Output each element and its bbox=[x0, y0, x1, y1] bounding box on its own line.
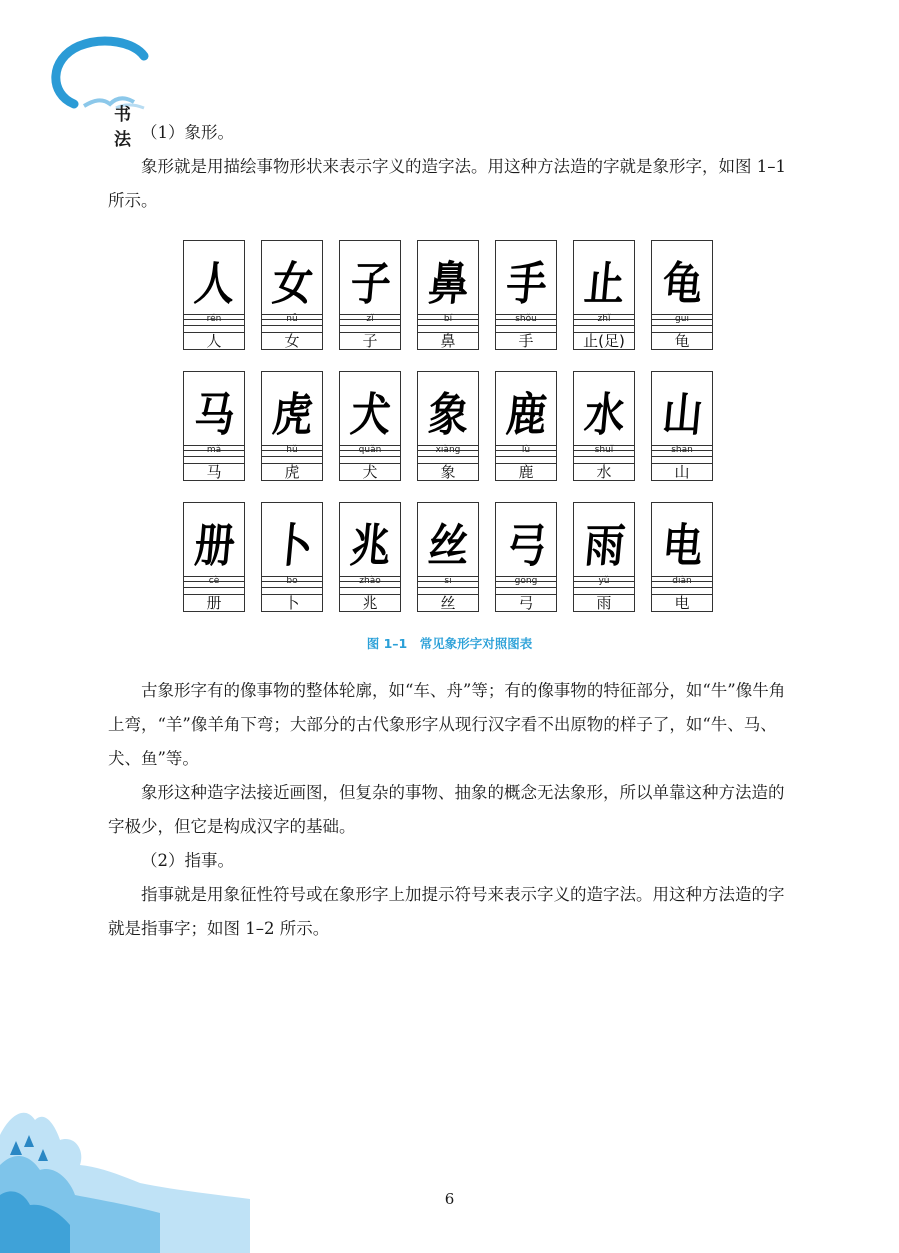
char-modern: 册 bbox=[206, 594, 222, 612]
ancient-glyph: 虎 bbox=[270, 387, 314, 442]
char-card bbox=[339, 502, 401, 612]
char-modern: 兆 bbox=[362, 594, 378, 612]
char-card bbox=[183, 240, 245, 350]
ancient-glyph: 水 bbox=[582, 387, 626, 442]
ancient-glyph: 犬 bbox=[348, 387, 392, 442]
char-pinyin: zhào bbox=[359, 576, 381, 586]
char-modern: 女 bbox=[284, 332, 300, 350]
char-pinyin: mǎ bbox=[206, 445, 222, 455]
char-card bbox=[339, 371, 401, 481]
landscape-illustration-icon bbox=[0, 1095, 260, 1253]
char-pinyin: quǎn bbox=[358, 445, 382, 455]
ancient-glyph: 雨 bbox=[582, 518, 626, 573]
char-card bbox=[261, 240, 323, 350]
char-card bbox=[183, 502, 245, 612]
paragraph-indicative-definition: 指事就是用象征性符号或在象形字上加提示符号来表示字义的造字法。用这种方法造的字就是指事字；如图 1–2 所示。 bbox=[108, 885, 785, 938]
char-pinyin: bí bbox=[443, 314, 453, 324]
ancient-glyph: 鼻 bbox=[426, 256, 470, 311]
char-pinyin: bo bbox=[286, 576, 298, 586]
char-pinyin: gōng bbox=[514, 576, 538, 586]
char-modern: 人 bbox=[206, 332, 222, 350]
char-pinyin: xiàng bbox=[435, 445, 461, 455]
char-modern: 鼻 bbox=[440, 332, 456, 350]
char-modern: 龟 bbox=[674, 332, 690, 350]
ancient-glyph: 电 bbox=[660, 518, 704, 573]
char-modern: 手 bbox=[518, 332, 534, 350]
char-modern: 犬 bbox=[362, 463, 378, 481]
char-modern: 水 bbox=[596, 463, 612, 481]
char-pinyin: guī bbox=[675, 314, 689, 324]
ancient-glyph: 弓 bbox=[504, 518, 548, 573]
ancient-glyph: 马 bbox=[192, 387, 236, 442]
ancient-glyph: 鹿 bbox=[504, 387, 548, 442]
char-modern: 鹿 bbox=[518, 463, 534, 481]
logo-text: 书 法 bbox=[114, 105, 145, 150]
char-card bbox=[261, 502, 323, 612]
ancient-glyph: 象 bbox=[426, 387, 470, 442]
ancient-glyph: 卜 bbox=[270, 518, 314, 573]
char-pinyin: shǒu bbox=[515, 314, 537, 324]
char-card bbox=[495, 371, 557, 481]
page-number: 6 bbox=[444, 1190, 455, 1208]
section-heading-pictograph: （1）象形。 bbox=[141, 123, 234, 142]
char-modern: 丝 bbox=[440, 594, 456, 612]
header-logo bbox=[44, 34, 164, 150]
ancient-glyph: 止 bbox=[582, 256, 626, 311]
char-card bbox=[183, 371, 245, 481]
section-heading-indicative: （2）指事。 bbox=[141, 851, 234, 870]
char-modern: 雨 bbox=[596, 594, 612, 612]
char-card bbox=[261, 371, 323, 481]
char-pinyin: cè bbox=[208, 576, 220, 586]
ancient-glyph: 人 bbox=[192, 256, 236, 311]
char-pinyin: zhǐ bbox=[597, 314, 611, 324]
char-card bbox=[417, 240, 479, 350]
char-modern: 虎 bbox=[284, 463, 300, 481]
ancient-glyph: 手 bbox=[504, 256, 548, 311]
paragraph-pictograph-definition: 象形就是用描绘事物形状来表示字义的造字法。用这种方法造的字就是象形字，如图 1–1 所示。 bbox=[108, 157, 786, 210]
ancient-glyph: 兆 bbox=[348, 518, 392, 573]
char-modern: 象 bbox=[440, 463, 456, 481]
char-modern: 止(足) bbox=[583, 332, 625, 350]
char-card bbox=[651, 240, 713, 350]
char-pinyin: lù bbox=[521, 445, 531, 455]
ancient-glyph: 龟 bbox=[660, 256, 704, 311]
ancient-glyph: 子 bbox=[348, 256, 392, 311]
ancient-glyph: 女 bbox=[270, 256, 314, 311]
ancient-glyph: 册 bbox=[192, 518, 236, 573]
char-card bbox=[651, 371, 713, 481]
figure-caption: 图 1–1 常见象形字对照图表 bbox=[366, 636, 533, 651]
char-pinyin: zǐ bbox=[366, 314, 374, 324]
char-modern: 山 bbox=[674, 463, 690, 481]
char-pinyin: shuǐ bbox=[594, 445, 614, 455]
char-modern: 弓 bbox=[518, 594, 534, 612]
char-card bbox=[573, 502, 635, 612]
paragraph-pictograph-limitations: 象形这种造字法接近画图，但复杂的事物、抽象的概念无法象形，所以单靠这种方法造的字极少，但它是构成汉字的基础。 bbox=[108, 783, 785, 836]
ancient-glyph: 山 bbox=[660, 387, 704, 442]
char-card bbox=[573, 371, 635, 481]
char-card bbox=[651, 502, 713, 612]
paragraph-pictograph-examples: 古象形字有的像事物的整体轮廓，如“车、舟”等；有的像事物的特征部分，如“牛”像牛角上弯，“羊”像羊角下弯；大部分的古代象形字从现行汉字看不出原物的样子了，如“牛、马、犬、鱼”等。 bbox=[108, 681, 786, 768]
char-card bbox=[573, 240, 635, 350]
char-card bbox=[495, 240, 557, 350]
char-card bbox=[495, 502, 557, 612]
char-card bbox=[417, 502, 479, 612]
char-card bbox=[339, 240, 401, 350]
char-modern: 电 bbox=[674, 594, 690, 612]
char-modern: 子 bbox=[362, 332, 378, 350]
pictograph-chart bbox=[183, 240, 717, 615]
char-modern: 卜 bbox=[284, 594, 300, 612]
char-pinyin: hǔ bbox=[286, 445, 298, 455]
char-pinyin: shān bbox=[671, 445, 693, 455]
char-pinyin: sī bbox=[444, 576, 452, 586]
char-pinyin: nǚ bbox=[286, 314, 298, 324]
char-card bbox=[417, 371, 479, 481]
char-pinyin: diàn bbox=[672, 576, 692, 586]
char-pinyin: yǔ bbox=[598, 576, 610, 586]
char-pinyin: rén bbox=[206, 314, 222, 324]
char-modern: 马 bbox=[206, 463, 222, 481]
ancient-glyph: 丝 bbox=[426, 518, 470, 573]
